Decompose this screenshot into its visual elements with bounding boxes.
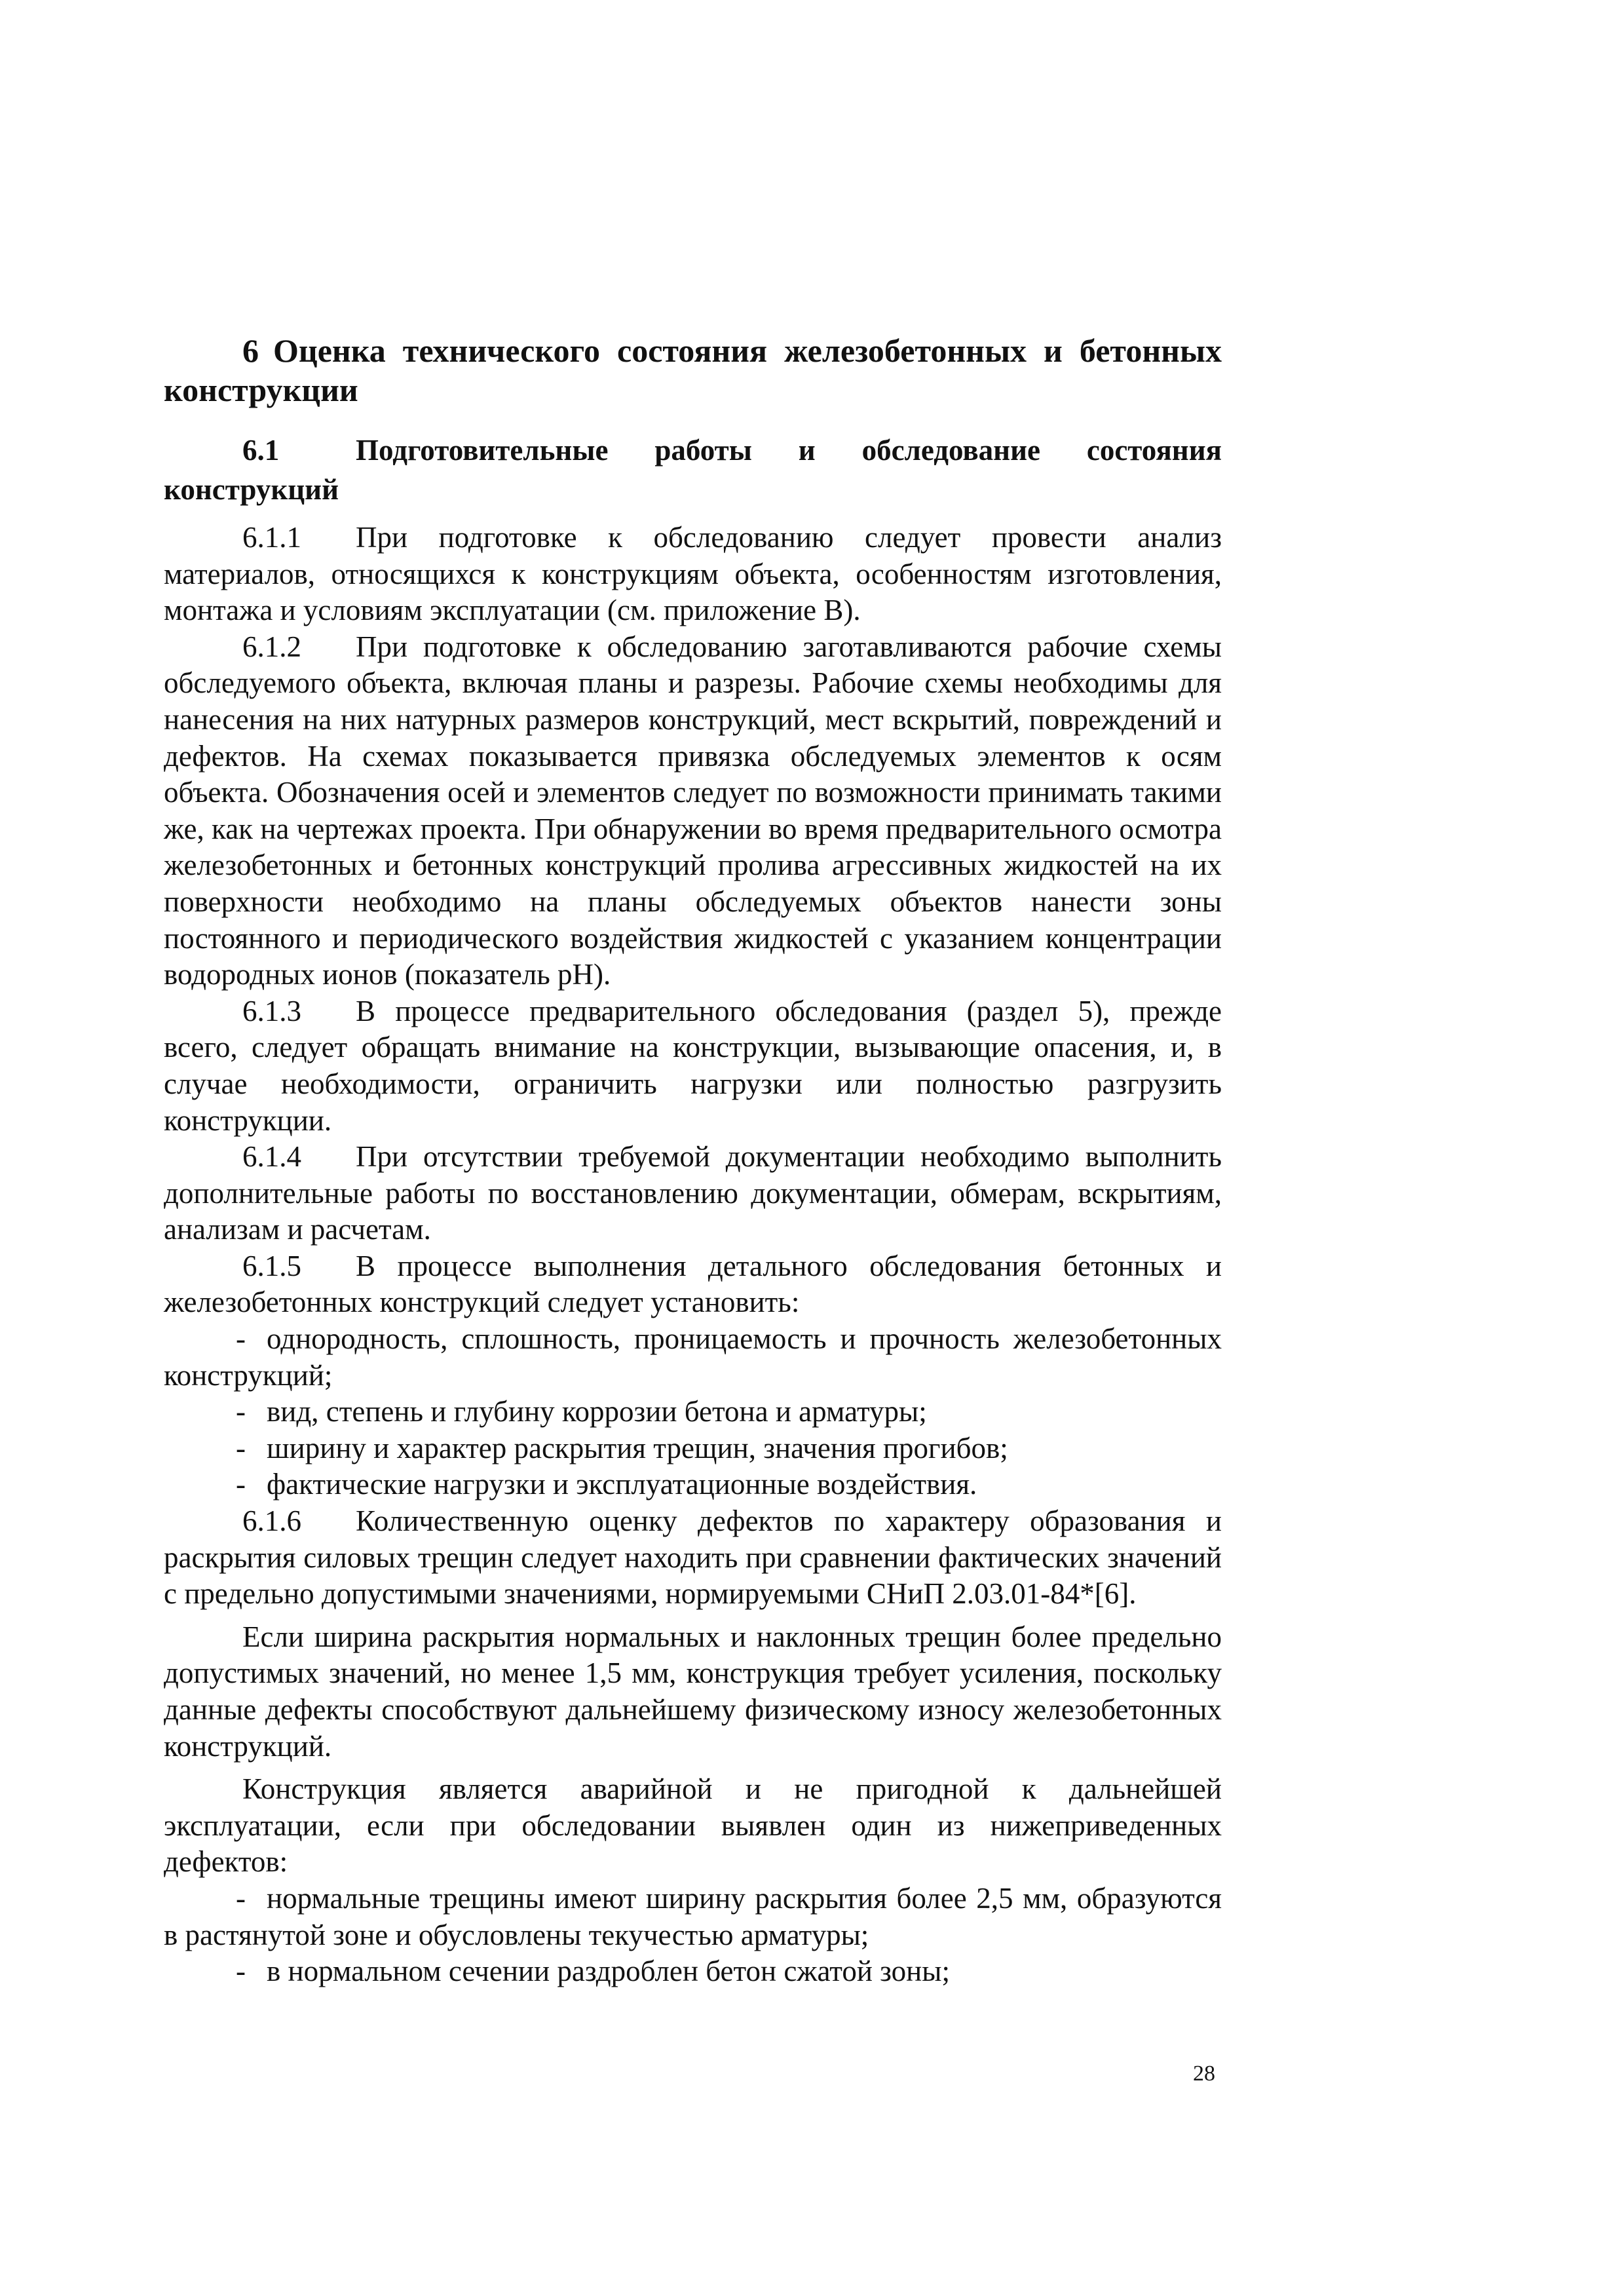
page-number: 28 <box>1193 2061 1215 2086</box>
paragraph-6-1-2 <box>164 629 1222 993</box>
subsection-heading <box>164 430 1222 509</box>
dash-marker: - <box>236 1322 246 1356</box>
dash-marker: - <box>236 1431 246 1464</box>
clause-number: 6.1.5 <box>242 1249 301 1282</box>
list-item <box>164 1881 1222 1953</box>
list-item-text: вид, степень и глубину коррозии бетона и арматуры; <box>267 1395 927 1428</box>
section-title: Оценка технического состояния железобетонных и бетонных конструкции <box>164 332 1222 408</box>
clause-text: При подготовке к обследованию следует провести анализ материалов, относящихся к конструкциям объекта, особенностям изготовления, монтажа и условиям эксплуатации (см. приложение В). <box>164 521 1222 627</box>
paragraph-6-1-5 <box>164 1248 1222 1321</box>
list-item-text: ширину и характер раскрытия трещин, значения прогибов; <box>267 1431 1008 1464</box>
clause-number: 6.1.6 <box>242 1504 301 1538</box>
paragraph-6-1-6 <box>164 1503 1222 1613</box>
subsection-number: 6.1 <box>242 434 280 467</box>
list-item <box>164 1394 1222 1430</box>
dash-marker: - <box>236 1955 246 1988</box>
subsection-title: Подготовительные работы и обследование состояния конструкций <box>164 434 1222 506</box>
list-item-text: нормальные трещины имеют ширину раскрытия более 2,5 мм, образуются в растянутой зоне и обусловлены текучестью арматуры; <box>164 1881 1222 1951</box>
list-item-text: однородность, сплошность, проницаемость и прочность железобетонных конструкций; <box>164 1322 1222 1392</box>
list-item <box>164 1953 1222 1990</box>
document-page <box>164 331 1222 1990</box>
dash-marker: - <box>236 1468 246 1501</box>
list-item <box>164 1466 1222 1503</box>
section-number: 6 <box>242 332 259 369</box>
clause-text: В процессе предварительного обследования (раздел 5), прежде всего, следует обращать внимание на конструкции, вызывающие опасения, и, в случае необходимости, ограничить нагрузки или полностью разгрузить конструкции. <box>164 994 1222 1137</box>
paragraph-6-1-3 <box>164 993 1222 1139</box>
clause-text: В процессе выполнения детального обследования бетонных и железобетонных конструкций следует установить: <box>164 1249 1222 1319</box>
paragraph-6-1-4 <box>164 1139 1222 1248</box>
clause-text: При отсутствии требуемой документации необходимо выполнить дополнительные работы по восстановлению документации, обмерам, вскрытиям, анализам и расчетам. <box>164 1140 1222 1246</box>
list-item-text: фактические нагрузки и эксплуатационные воздействия. <box>267 1468 977 1501</box>
clause-number: 6.1.4 <box>242 1140 301 1174</box>
paragraph-emergency: Конструкция является аварийной и не пригодной к дальнейшей эксплуатации, если при обследовании выявлен один из нижеприведенных дефектов: <box>164 1772 1222 1879</box>
clause-text: При подготовке к обследованию заготавливаются рабочие схемы обследуемого объекта, включая планы и разрезы. Рабочие схемы необходимы для нанесения на них натурных размеров конструкций, мест вскрытий, повреждений и дефектов. На схемах показывается привязка обследуемых элементов к осям объекта. Обозначения осей и элементов следует по возможности принимать такими же, как на чертежах проекта. При обнаружении во время предварительного осмотра железобетонных и бетонных конструкций пролива агрессивных жидкостей на их поверхности необходимо на планы обследуемых объектов нанести зоны постоянного и периодического воздействия жидкостей с указанием концентрации водородных ионов (показатель pH). <box>164 630 1222 991</box>
clause-text: Количественную оценку дефектов по характеру образования и раскрытия силовых трещин следует находить при сравнении фактических значений с предельно допустимыми значениями, нормируемыми СНиП 2.03.01-84*[6]. <box>164 1504 1222 1611</box>
list-item <box>164 1430 1222 1467</box>
section-heading <box>164 331 1222 410</box>
list-item <box>164 1321 1222 1394</box>
dash-marker: - <box>236 1395 246 1428</box>
paragraph-6-1-1 <box>164 520 1222 629</box>
paragraph-crack-width: Если ширина раскрытия нормальных и наклонных трещин более предельно допустимых значений, но менее 1,5 мм, конструкция требует усиления, поскольку данные дефекты способствуют дальнейшему физическому износу железобетонных конструкций. <box>164 1620 1222 1763</box>
clause-number: 6.1.2 <box>242 630 301 663</box>
dash-marker: - <box>236 1881 246 1915</box>
clause-number: 6.1.1 <box>242 521 301 554</box>
clause-number: 6.1.3 <box>242 994 301 1027</box>
list-item-text: в нормальном сечении раздроблен бетон сжатой зоны; <box>267 1955 950 1988</box>
